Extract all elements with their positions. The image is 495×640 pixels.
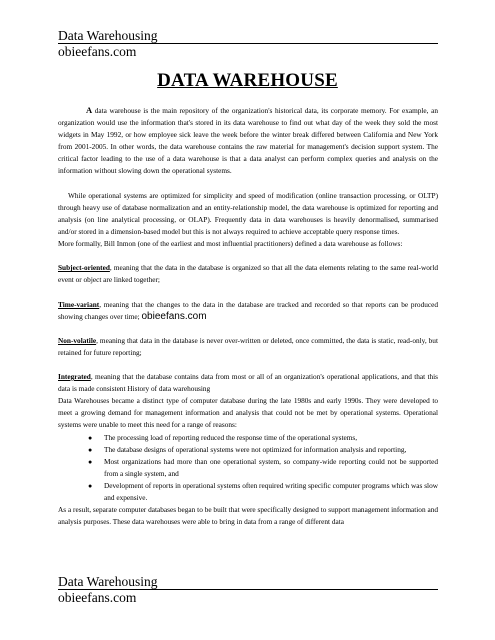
term-subject-oriented — [58, 262, 438, 286]
term-label: Time-variant — [58, 299, 100, 309]
paragraph-result: As a result, separate computer databases began to be built that were specifically designed to support management information and analysis purposes. These data warehouses were able to bring in data from a range of different data — [58, 505, 438, 527]
footer-title: Data Warehousing — [58, 574, 438, 590]
term-text: , meaning that data in the database is never over-written or deleted, once committed, the data is static, read-only, but retained for future reporting; — [58, 335, 438, 357]
list-item-text: Most organizations had more than one operational system, so company-wide reporting could not be supported from a single system, and — [104, 456, 438, 478]
intro-text: data warehouse is the main repository of the organization's historical data, its corporate memory. For example, an organization would use the information that's stored in its data warehouse to find out what day of the week they sold the most widgets in May 1992, or how employee sick leave the week before the winter break differed between California and New York from 2001-2005. In other words, the data warehouse contains the raw material for management's decision support system. The critical factor leading to the use of a data warehouse is that a data analyst can perform complex queries and analysis on the information without slowing down the operational systems. — [58, 106, 438, 176]
term-label: Non-volatile — [58, 335, 97, 345]
list-item — [88, 432, 438, 444]
inline-site-link: obieefans.com — [141, 310, 207, 322]
list-item — [88, 480, 438, 504]
term-integrated — [58, 371, 438, 395]
term-text: , meaning that the changes to the data in the database are tracked and recorded so that reports can be produced showing changes over time; — [58, 299, 438, 321]
list-item-text: The database designs of operational systems were not optimized for information analysis and reporting, — [104, 444, 407, 454]
bullet-icon: ● — [88, 433, 93, 442]
intro-lead: A — [86, 105, 93, 115]
reasons-list — [58, 432, 438, 505]
term-label: Subject-oriented — [58, 263, 110, 273]
term-label: Integrated — [58, 372, 91, 382]
document-title: DATA WAREHOUSE — [157, 70, 338, 91]
term-text: , meaning that the database contains data from most or all of an organization's operational applications, and that this data is made consistent History of data warehousing — [58, 372, 438, 394]
list-item — [88, 456, 438, 480]
header-title: Data Warehousing — [58, 28, 438, 44]
header-site: obieefans.com — [58, 44, 137, 59]
document-body — [58, 104, 438, 528]
list-item — [88, 444, 438, 456]
paragraph-inmon: More formally, Bill Inmon (one of the earliest and most influential practitioners) defined a data warehouse as follows: — [58, 239, 403, 249]
list-item-text: Development of reports in operational systems often required writing specific computer programs which was slow and expensive. — [104, 480, 438, 502]
list-item-text: The processing load of reporting reduced the response time of the operational systems, — [104, 432, 358, 442]
paragraph-oltp: While operational systems are optimized for simplicity and speed of modification (online transaction processing, or OLTP) through heavy use of database normalization and an entity-relationship model, the data warehouse is optimized for reporting and analysis (on line analytical processing, or OLAP). Frequently data in data warehouses is heavily denormalised, summarised and/or stored in a dimension-based model but this is not always required to achieve acceptable query response times. — [58, 190, 438, 236]
term-non-volatile — [58, 335, 438, 359]
paragraph-history: Data Warehouses became a distinct type of computer database during the late 1980s and early 1990s. They were developed to meet a growing demand for management information and analysis that could not be met by operational systems. Operational systems were unable to meet this need for a range of reasons: — [58, 396, 438, 430]
bullet-icon: ● — [88, 481, 93, 490]
bullet-icon: ● — [88, 457, 93, 466]
bullet-icon: ● — [88, 445, 93, 454]
term-time-variant — [58, 299, 438, 323]
intro-paragraph — [58, 104, 438, 178]
term-text: , meaning that the data in the database is organized so that all the data elements relating to the same real-world event or object are linked together; — [58, 263, 438, 285]
footer-site: obieefans.com — [58, 590, 137, 605]
page-footer — [58, 574, 438, 606]
page-header — [58, 28, 438, 60]
